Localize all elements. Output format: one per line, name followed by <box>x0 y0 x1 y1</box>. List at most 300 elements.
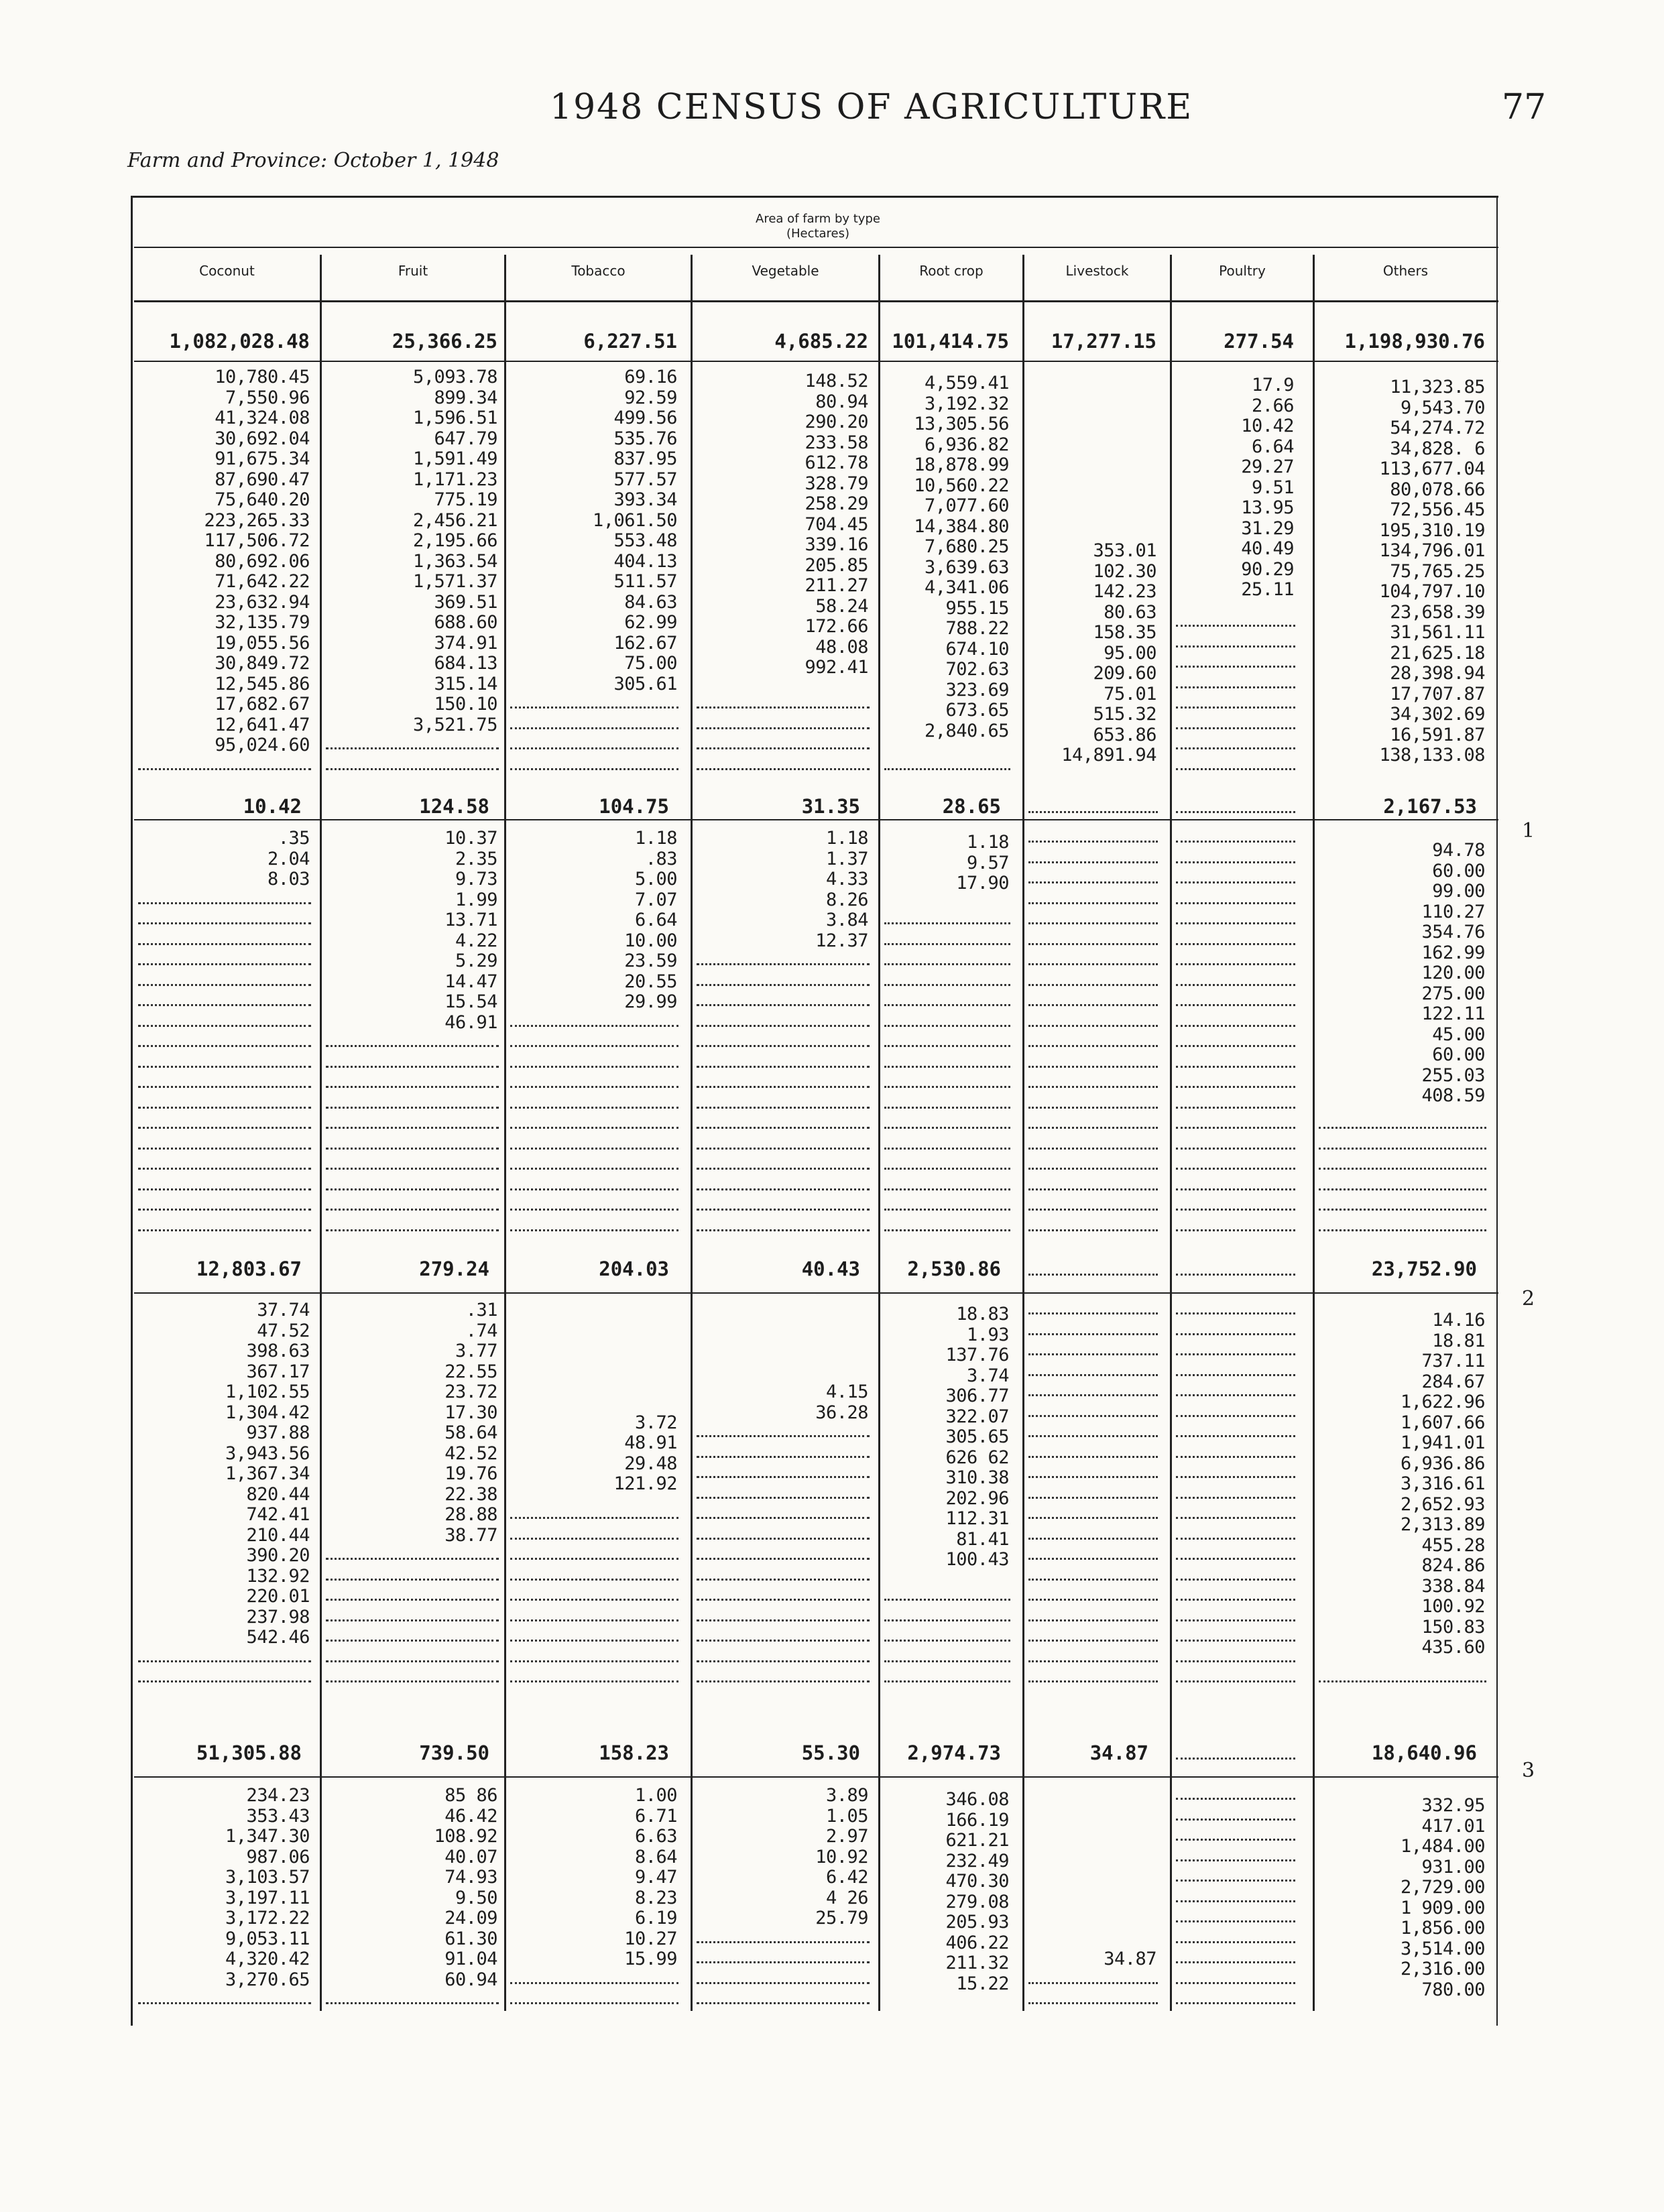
table-cell-vegetable: 233.58 <box>805 432 868 453</box>
table-cell-others: 138,133.08 <box>1379 745 1485 766</box>
dotted-leader <box>1319 1127 1486 1129</box>
left-rule <box>131 196 133 2026</box>
table-cell-root: 3,192.32 <box>924 393 1009 414</box>
table-cell-tobacco: 84.63 <box>624 591 677 613</box>
table-cell-fruit: 4.22 <box>455 930 497 951</box>
table-cell-others: 332.95 <box>1421 1795 1485 1817</box>
table-cell-root: 13,305.56 <box>914 414 1009 435</box>
table-cell-tobacco: 1.18 <box>634 828 677 849</box>
table-cell-root: 15.22 <box>956 1973 1009 1994</box>
dotted-leader <box>697 1538 870 1540</box>
table-cell-coconut: 3,103.57 <box>225 1867 310 1888</box>
dotted-leader <box>1028 1435 1158 1437</box>
dotted-leader <box>510 1619 678 1621</box>
dotted-leader <box>1319 1168 1486 1170</box>
table-cell-coconut: 542.46 <box>246 1627 310 1648</box>
table-cell-root: 673.65 <box>945 700 1009 721</box>
dotted-leader <box>510 1209 678 1211</box>
table-cell-others: 75,765.25 <box>1390 560 1485 582</box>
table-cell-root: 621.21 <box>945 1830 1009 1851</box>
dotted-leader <box>884 1599 1010 1601</box>
dotted-leader <box>138 1127 311 1129</box>
table-cell-tobacco: 48.91 <box>624 1432 677 1454</box>
section-rule <box>134 1776 1498 1778</box>
dotted-leader <box>510 706 678 709</box>
table-cell-tobacco: .83 <box>645 848 677 869</box>
dotted-leader <box>884 943 1010 945</box>
table-cell-root: 205.93 <box>945 1912 1009 1933</box>
dotted-leader <box>1176 1333 1295 1335</box>
table-cell-tobacco: 553.48 <box>613 530 677 551</box>
table-cell-fruit: 61.30 <box>444 1928 497 1949</box>
table-cell-vegetable: 2.97 <box>825 1826 868 1847</box>
section-total-root: 2,974.73 <box>907 1741 1001 1764</box>
table-cell-coconut: 820.44 <box>246 1483 310 1505</box>
table-cell-tobacco: 162.67 <box>613 632 677 654</box>
dotted-leader <box>697 1066 870 1068</box>
table-cell-poultry: 31.29 <box>1241 517 1294 539</box>
table-cell-tobacco: 23.59 <box>624 950 677 971</box>
table-cell-root: 323.69 <box>945 679 1009 700</box>
table-cell-root: 788.22 <box>945 618 1009 639</box>
table-cell-fruit: 22.38 <box>444 1483 497 1505</box>
dotted-leader <box>1176 1920 1295 1922</box>
table-cell-others: 31,561.11 <box>1390 622 1485 643</box>
table-cell-coconut: 3,270.65 <box>225 1969 310 1990</box>
dotted-leader <box>1176 706 1295 709</box>
dotted-leader <box>884 1045 1010 1047</box>
dotted-leader <box>138 1025 311 1027</box>
table-cell-others: 110.27 <box>1421 901 1485 922</box>
table-cell-root: 166.19 <box>945 1809 1009 1831</box>
table-cell-fruit: 13.71 <box>444 910 497 930</box>
table-cell-tobacco: 5.00 <box>634 869 677 889</box>
table-cell-tobacco: 8.23 <box>634 1887 677 1908</box>
table-cell-root: 674.10 <box>945 638 1009 660</box>
table-cell-coconut: 9,053.11 <box>225 1928 310 1949</box>
dotted-leader <box>1176 1312 1295 1314</box>
dotted-leader <box>510 1982 678 1984</box>
table-cell-vegetable: 25.79 <box>815 1908 868 1928</box>
dotted-leader <box>884 963 1010 965</box>
table-cell-others: 60.00 <box>1432 1044 1485 1066</box>
table-cell-poultry: 13.95 <box>1241 497 1294 519</box>
table-cell-fruit: 369.51 <box>434 591 497 613</box>
dotted-leader <box>697 768 870 770</box>
table-cell-root: 17.90 <box>956 873 1009 894</box>
dotted-leader <box>1176 768 1295 770</box>
dotted-leader <box>1176 1558 1295 1560</box>
dotted-leader <box>326 1045 499 1047</box>
table-cell-vegetable: 6.42 <box>825 1867 868 1888</box>
dotted-leader <box>1176 1619 1295 1621</box>
table-cell-fruit: 2,195.66 <box>412 530 497 551</box>
table-cell-others: 34,302.69 <box>1390 704 1485 725</box>
table-cell-others: 780.00 <box>1421 1979 1485 2000</box>
dotted-leader <box>138 1045 311 1047</box>
table-cell-coconut: 80,692.06 <box>215 550 310 572</box>
dotted-leader <box>138 1168 311 1170</box>
dotted-leader <box>697 1961 870 1963</box>
dotted-leader <box>1176 1353 1295 1355</box>
dotted-leader <box>697 1680 870 1682</box>
table-cell-root: 100.43 <box>945 1549 1009 1571</box>
table-cell-coconut: 220.01 <box>246 1586 310 1607</box>
dotted-leader <box>1176 1839 1295 1841</box>
section-total-coconut: 51,305.88 <box>196 1741 302 1764</box>
dotted-leader <box>138 1680 311 1682</box>
dotted-leader <box>697 1127 870 1129</box>
table-cell-coconut: 71,642.22 <box>215 571 310 592</box>
table-cell-coconut: 3,197.11 <box>225 1887 310 1908</box>
table-cell-livestock: 14,891.94 <box>1061 745 1156 766</box>
dotted-leader <box>510 1579 678 1581</box>
table-cell-others: 275.00 <box>1421 983 1485 1004</box>
table-cell-tobacco: 6.63 <box>634 1826 677 1847</box>
table-cell-coconut: 367.17 <box>246 1361 310 1382</box>
top-rule <box>131 196 1498 198</box>
table-cell-coconut: 2.04 <box>267 848 310 869</box>
table-cell-others: 2,729.00 <box>1400 1877 1485 1898</box>
table-cell-coconut: 23,632.94 <box>215 591 310 613</box>
table-cell-tobacco: 121.92 <box>613 1473 677 1495</box>
dotted-leader <box>1028 1066 1158 1068</box>
dotted-leader <box>1028 1660 1158 1662</box>
dotted-leader <box>697 1456 870 1458</box>
dotted-leader <box>697 1045 870 1047</box>
dotted-leader <box>884 1619 1010 1621</box>
section-number: 2 <box>1522 1287 1535 1310</box>
table-cell-others: 417.01 <box>1421 1815 1485 1837</box>
table-cell-fruit: 14.47 <box>444 971 497 992</box>
table-cell-tobacco: 499.56 <box>613 408 677 428</box>
dotted-leader <box>138 1209 311 1211</box>
dotted-leader <box>1028 1619 1158 1621</box>
dotted-leader <box>1176 1961 1295 1963</box>
table-cell-fruit: 684.13 <box>434 653 497 674</box>
dotted-leader <box>1176 963 1295 965</box>
dotted-leader <box>138 902 311 904</box>
table-cell-root: 322.07 <box>945 1406 1009 1427</box>
dotted-leader <box>1176 646 1295 648</box>
dotted-leader <box>510 747 678 749</box>
dotted-leader <box>510 1066 678 1068</box>
table-cell-others: 195,310.19 <box>1379 519 1485 541</box>
table-cell-fruit: 60.94 <box>444 1969 497 1990</box>
dotted-leader <box>1028 1640 1158 1642</box>
table-cell-others: 2,316.00 <box>1400 1959 1485 1980</box>
table-cell-others: 45.00 <box>1432 1024 1485 1045</box>
table-cell-others: 72,556.45 <box>1390 499 1485 521</box>
table-cell-root: 10,560.22 <box>914 475 1009 496</box>
dotted-leader <box>1028 984 1158 986</box>
table-cell-coconut: 17,682.67 <box>215 694 310 715</box>
table-cell-coconut: 742.41 <box>246 1504 310 1525</box>
table-cell-livestock: 80.63 <box>1104 601 1156 623</box>
table-cell-tobacco: 29.48 <box>624 1453 677 1474</box>
table-cell-fruit: 22.55 <box>444 1361 497 1382</box>
table-cell-root: 211.32 <box>945 1953 1009 1974</box>
table-cell-others: 162.99 <box>1421 942 1485 963</box>
table-cell-fruit: 38.77 <box>444 1524 497 1546</box>
table-cell-fruit: 1,571.37 <box>412 571 497 592</box>
table-cell-tobacco: 577.57 <box>613 469 677 490</box>
table-cell-vegetable: 48.08 <box>815 636 868 658</box>
dotted-leader <box>1028 1680 1158 1682</box>
dotted-leader <box>326 768 499 770</box>
totals-rule <box>134 361 1498 362</box>
dotted-leader <box>510 1086 678 1088</box>
dotted-leader <box>1176 1209 1295 1211</box>
table-cell-coconut: 234.23 <box>246 1785 310 1806</box>
table-cell-tobacco: 15.99 <box>624 1949 677 1969</box>
table-cell-coconut: 1,102.55 <box>225 1381 310 1402</box>
dotted-leader <box>1028 1168 1158 1170</box>
total-vegetable: 4,685.22 <box>774 330 868 353</box>
table-cell-others: 11,323.85 <box>1390 377 1485 398</box>
spanner-header <box>134 212 1502 241</box>
dotted-leader <box>884 1066 1010 1068</box>
dotted-leader <box>697 1579 870 1581</box>
dotted-leader <box>1176 811 1295 813</box>
dotted-leader <box>1176 881 1295 883</box>
dotted-leader <box>697 1229 870 1231</box>
table-cell-vegetable: 148.52 <box>805 371 868 392</box>
section-total-others: 18,640.96 <box>1371 1741 1477 1764</box>
table-cell-fruit: 775.19 <box>434 489 497 510</box>
table-cell-coconut: 19,055.56 <box>215 632 310 654</box>
table-cell-others: 1,484.00 <box>1400 1836 1485 1857</box>
dotted-leader <box>1028 861 1158 863</box>
table-cell-others: 455.28 <box>1421 1534 1485 1556</box>
dotted-leader <box>1176 1435 1295 1437</box>
dotted-leader <box>1028 1107 1158 1109</box>
table-cell-livestock: 653.86 <box>1093 724 1156 745</box>
dotted-leader <box>1176 625 1295 627</box>
table-cell-fruit: 1,363.54 <box>412 550 497 572</box>
table-cell-fruit: 108.92 <box>434 1826 497 1847</box>
table-cell-fruit: 1.99 <box>455 889 497 910</box>
table-cell-others: 9,543.70 <box>1400 397 1485 418</box>
dotted-leader <box>1176 1229 1295 1231</box>
table-cell-others: 120.00 <box>1421 963 1485 984</box>
dotted-leader <box>138 1066 311 1068</box>
table-cell-root: 18.83 <box>956 1304 1009 1325</box>
table-cell-coconut: 237.98 <box>246 1606 310 1627</box>
dotted-leader <box>884 1680 1010 1682</box>
dotted-leader <box>1176 1476 1295 1478</box>
table-cell-others: 737.11 <box>1421 1351 1485 1372</box>
section-total-others: 2,167.53 <box>1383 795 1477 818</box>
table-cell-vegetable: 4 26 <box>825 1887 868 1908</box>
dotted-leader <box>697 1599 870 1601</box>
table-cell-fruit: 23.72 <box>444 1381 497 1402</box>
table-cell-vegetable: 10.92 <box>815 1846 868 1867</box>
dotted-leader <box>1176 1982 1295 1984</box>
dotted-leader <box>1176 666 1295 668</box>
table-cell-fruit: 315.14 <box>434 673 497 694</box>
dotted-leader <box>510 1640 678 1642</box>
table-cell-poultry: 40.49 <box>1241 538 1294 560</box>
dotted-leader <box>697 1660 870 1662</box>
table-cell-livestock: 34.87 <box>1104 1949 1156 1969</box>
table-cell-others: 6,936.86 <box>1400 1453 1485 1474</box>
table-cell-coconut: 47.52 <box>257 1320 310 1341</box>
section-total-root: 2,530.86 <box>907 1257 1001 1280</box>
table-cell-poultry: 25.11 <box>1241 579 1294 601</box>
dotted-leader <box>1028 1274 1158 1276</box>
total-root: 101,414.75 <box>892 330 1009 353</box>
dotted-leader <box>697 2002 870 2004</box>
table-cell-root: 702.63 <box>945 659 1009 680</box>
table-cell-fruit: 688.60 <box>434 612 497 633</box>
total-tobacco: 6,227.51 <box>583 330 677 353</box>
table-cell-tobacco: 7.07 <box>634 889 677 910</box>
table-cell-fruit: 19.76 <box>444 1463 497 1484</box>
table-cell-livestock: 353.01 <box>1093 540 1156 562</box>
table-cell-coconut: 30,692.04 <box>215 428 310 449</box>
dotted-leader <box>1176 1045 1295 1047</box>
table-cell-livestock: 515.32 <box>1093 704 1156 725</box>
section-total-vegetable: 40.43 <box>801 1257 860 1280</box>
table-cell-root: 232.49 <box>945 1850 1009 1871</box>
dotted-leader <box>510 1168 678 1170</box>
table-cell-root: 3.74 <box>966 1365 1009 1386</box>
dotted-leader <box>884 1086 1010 1088</box>
dotted-leader <box>1176 1107 1295 1109</box>
dotted-leader <box>1028 1209 1158 1211</box>
table-cell-poultry: 90.29 <box>1241 558 1294 580</box>
table-cell-poultry: 10.42 <box>1241 416 1294 437</box>
table-cell-coconut: 4,320.42 <box>225 1949 310 1969</box>
table-cell-tobacco: 75.00 <box>624 653 677 674</box>
table-cell-livestock: 95.00 <box>1104 642 1156 664</box>
table-cell-root: 4,559.41 <box>924 373 1009 394</box>
dotted-leader <box>884 1168 1010 1170</box>
table-cell-others: 3,514.00 <box>1400 1938 1485 1959</box>
dotted-leader <box>510 1045 678 1047</box>
dotted-leader <box>510 1107 678 1109</box>
col-header-vegetable: Vegetable <box>752 263 819 279</box>
dotted-leader <box>1028 943 1158 945</box>
table-cell-others: 1,941.01 <box>1400 1432 1485 1454</box>
dotted-leader <box>326 1640 499 1642</box>
table-cell-coconut: 91,675.34 <box>215 448 310 469</box>
table-cell-fruit: .31 <box>465 1300 497 1320</box>
col-header-livestock: Livestock <box>1065 263 1129 279</box>
table-cell-fruit: 10.37 <box>444 828 497 849</box>
table-cell-fruit: 91.04 <box>444 1949 497 1969</box>
dotted-leader <box>326 1579 499 1581</box>
dotted-leader <box>326 1086 499 1088</box>
table-cell-fruit: 9.73 <box>455 869 497 889</box>
section-total-root: 28.65 <box>942 795 1001 818</box>
dotted-leader <box>697 1497 870 1499</box>
dotted-leader <box>884 1025 1010 1027</box>
table-cell-tobacco: 10.00 <box>624 930 677 951</box>
table-cell-fruit: 2,456.21 <box>412 509 497 531</box>
table-cell-root: 305.65 <box>945 1426 1009 1448</box>
table-cell-fruit: 15.54 <box>444 991 497 1012</box>
table-cell-coconut: .35 <box>278 828 310 849</box>
table-cell-root: 626 62 <box>945 1447 1009 1468</box>
dotted-leader <box>697 1025 870 1027</box>
table-cell-fruit: 899.34 <box>434 387 497 408</box>
table-cell-others: 34,828. 6 <box>1390 438 1485 459</box>
table-cell-coconut: 353.43 <box>246 1805 310 1827</box>
dotted-leader <box>1028 1599 1158 1601</box>
dotted-leader <box>1028 1538 1158 1540</box>
dotted-leader <box>1176 1680 1295 1682</box>
dotted-leader <box>1176 1900 1295 1902</box>
table-cell-others: 60.00 <box>1432 860 1485 881</box>
table-cell-root: 112.31 <box>945 1508 1009 1530</box>
dotted-leader <box>697 727 870 729</box>
table-cell-others: 3,316.61 <box>1400 1473 1485 1495</box>
table-cell-others: 284.67 <box>1421 1371 1485 1392</box>
table-cell-vegetable: 3.89 <box>825 1785 868 1806</box>
table-cell-poultry: 2.66 <box>1251 395 1294 416</box>
dotted-leader <box>884 1004 1010 1006</box>
table-cell-fruit: 3,521.75 <box>412 714 497 735</box>
table-cell-poultry: 9.51 <box>1251 477 1294 498</box>
table-cell-root: 279.08 <box>945 1891 1009 1912</box>
dotted-leader <box>326 1229 499 1231</box>
table-cell-fruit: 374.91 <box>434 632 497 654</box>
dotted-leader <box>138 963 311 965</box>
dotted-leader <box>697 1517 870 1519</box>
table-cell-coconut: 95,024.60 <box>215 735 310 755</box>
dotted-leader <box>1028 1374 1158 1376</box>
table-cell-root: 346.08 <box>945 1789 1009 1810</box>
table-cell-coconut: 398.63 <box>246 1341 310 1361</box>
dotted-leader <box>884 1148 1010 1150</box>
table-cell-fruit: 150.10 <box>434 694 497 715</box>
spanner-label: Area of farm by type <box>756 212 880 226</box>
dotted-leader <box>1176 841 1295 843</box>
dotted-leader <box>697 963 870 965</box>
table-cell-others: 2,313.89 <box>1400 1514 1485 1536</box>
table-cell-coconut: 3,172.22 <box>225 1908 310 1928</box>
dotted-leader <box>1028 1148 1158 1150</box>
dotted-leader <box>138 768 311 770</box>
col-header-coconut: Coconut <box>199 263 255 279</box>
col-header-root-crop: Root crop <box>919 263 984 279</box>
spanner-rule <box>134 247 1498 248</box>
col-header-others: Others <box>1382 263 1429 279</box>
table-cell-root: 1.18 <box>966 832 1009 853</box>
table-cell-fruit: 85 86 <box>444 1785 497 1806</box>
dotted-leader <box>326 1660 499 1662</box>
table-cell-tobacco: 62.99 <box>624 612 677 633</box>
dotted-leader <box>510 1538 678 1540</box>
dotted-leader <box>1028 1394 1158 1396</box>
table-cell-others: 80,078.66 <box>1390 479 1485 500</box>
dotted-leader <box>510 2002 678 2004</box>
total-livestock: 17,277.15 <box>1051 330 1156 353</box>
table-cell-vegetable: 1.18 <box>825 828 868 849</box>
table-cell-tobacco: 3.72 <box>634 1412 677 1433</box>
table-cell-vegetable: 612.78 <box>805 452 868 474</box>
dotted-leader <box>510 1558 678 1560</box>
dotted-leader <box>1028 1127 1158 1129</box>
table-cell-root: 7,077.60 <box>924 495 1009 517</box>
table-cell-root: 9.57 <box>966 852 1009 873</box>
table-cell-root: 2,840.65 <box>924 720 1009 741</box>
section-total-others: 23,752.90 <box>1371 1257 1477 1280</box>
table-cell-root: 955.15 <box>945 597 1009 619</box>
table-cell-fruit: 24.09 <box>444 1908 497 1928</box>
